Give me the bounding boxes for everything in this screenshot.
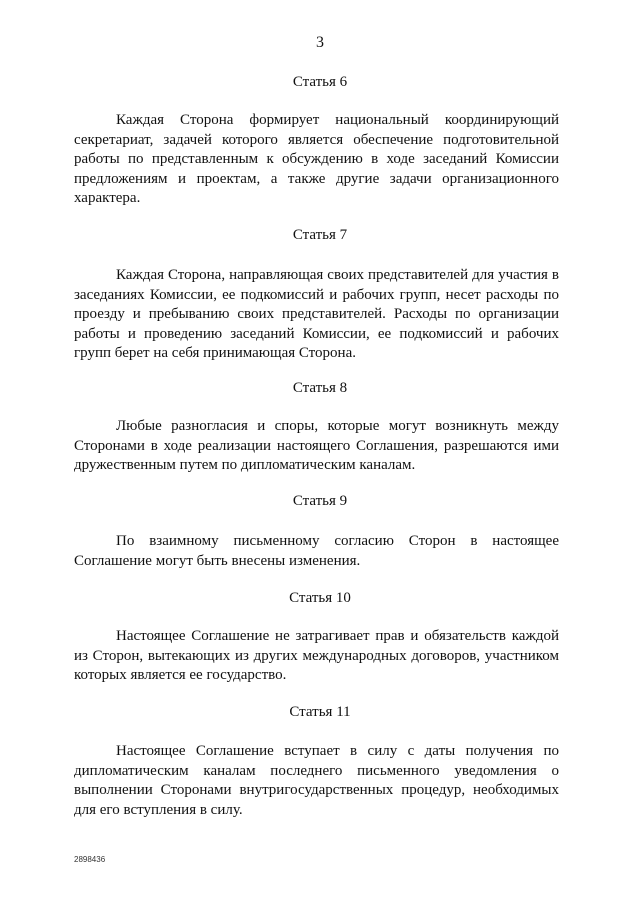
text-line: групп берет на себя принимающая Сторона.: [74, 345, 356, 361]
text-line: заседаниях Комиссии, ее подкомиссий и рабочих групп, несет расходы по: [74, 286, 559, 303]
page-number: 3: [316, 34, 324, 51]
text-line: секретариат, задачей которого является обеспечение подготовительной: [74, 131, 559, 148]
text-line: выполнении Сторонами внутригосударственных процедур, необходимых: [74, 782, 559, 798]
article-8-heading: Статья 8: [292, 380, 348, 396]
article-6-text: [74, 111, 559, 209]
text-line: Каждая Сторона формирует национальный координирующий: [116, 112, 559, 128]
text-line: характера.: [74, 190, 141, 206]
text-line: из Сторон, вытекающих из других международных договоров, участником: [74, 647, 559, 664]
text-line: работы по представленным к обсуждению в ходе заседаний Комиссии: [74, 151, 559, 167]
text-line: Настоящее Соглашение вступает в силу с даты получения по: [116, 743, 559, 759]
article-8-text: [74, 417, 559, 476]
article-11-heading: Статья 11: [289, 704, 351, 720]
text-line: По взаимному письменному согласию Сторон в настоящее: [116, 533, 559, 549]
text-line: проезду и пребыванию своих представителей. Расходы по организации: [74, 306, 559, 322]
article-11-text: [74, 742, 559, 820]
text-line: дипломатическим каналам последнего письменного уведомления о: [74, 762, 559, 779]
text-line: дружественным путем по дипломатическим каналам.: [74, 457, 416, 473]
text-line: для его вступления в силу.: [74, 801, 243, 818]
article-7-heading: Статья 7: [292, 227, 348, 243]
text-line: Каждая Сторона, направляющая своих представителей для участия в: [116, 267, 559, 283]
text-line: Сторонами в ходе реализации настоящего Соглашения, разрешаются ими: [74, 437, 559, 454]
article-10-text: [74, 627, 559, 686]
text-line: предложениям и проектам, а также другие задачи организационного: [74, 170, 559, 187]
text-line: Соглашение могут быть внесены изменения.: [74, 552, 361, 569]
document-code: 2898436: [74, 855, 106, 864]
article-10-heading: Статья 10: [289, 590, 351, 606]
article-9-heading: Статья 9: [292, 493, 348, 509]
text-line: работы и проведению заседаний Комиссии, ее подкомиссий и рабочих: [74, 325, 559, 342]
text-line: Настоящее Соглашение не затрагивает прав и обязательств каждой: [116, 628, 559, 644]
article-6-heading: Статья 6: [292, 74, 348, 90]
article-9-text: [74, 532, 559, 571]
text-line: Любые разногласия и споры, которые могут возникнуть между: [116, 418, 559, 434]
text-line: которых является ее государство.: [74, 667, 287, 683]
article-7-text: [74, 266, 559, 364]
